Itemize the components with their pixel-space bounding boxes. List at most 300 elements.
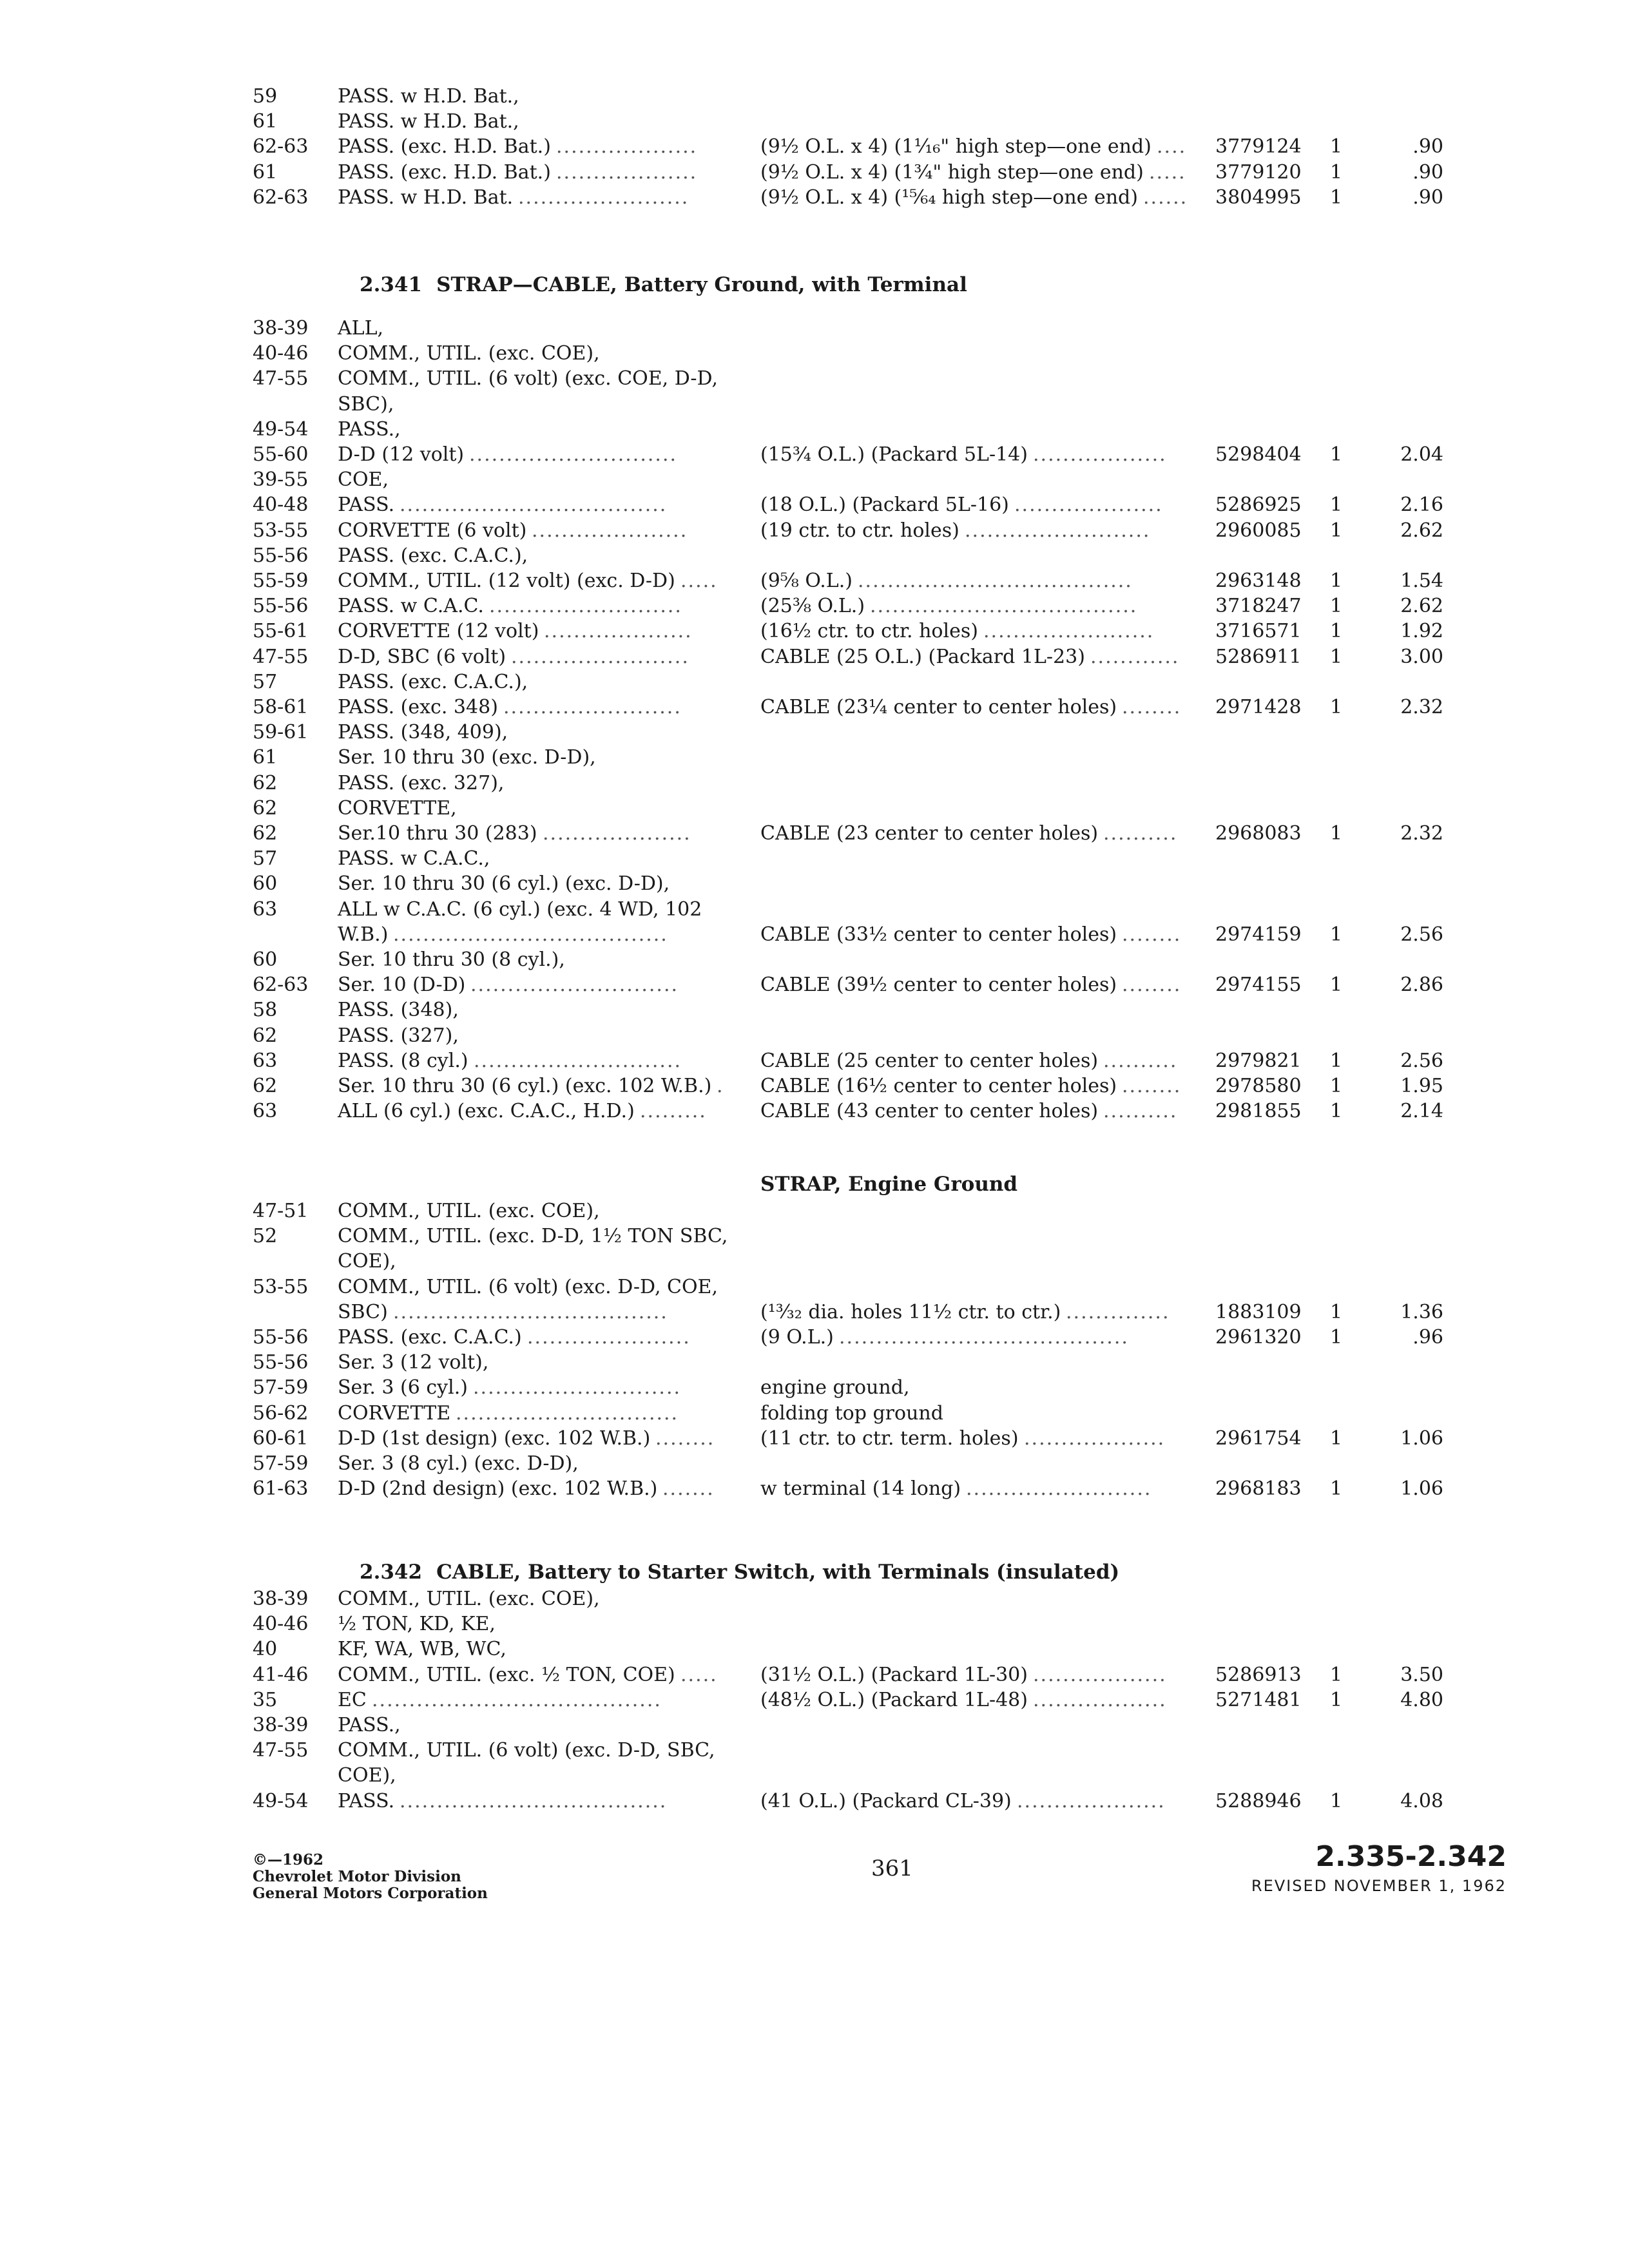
application: PASS. (exc. C.A.C.) xyxy=(338,1326,522,1349)
model-years: 41-46 xyxy=(253,1663,309,1686)
application: PASS. w C.A.C., xyxy=(338,847,490,870)
application: PASS. (348), xyxy=(338,999,459,1022)
section-title: STRAP—CABLE, Battery Ground, with Terminal xyxy=(436,273,967,296)
quantity: 1 xyxy=(1330,1427,1343,1450)
application: PASS., xyxy=(338,1714,401,1736)
price: .90 xyxy=(1412,186,1443,209)
model-years: 60 xyxy=(253,948,278,971)
leader-dots: .................................... xyxy=(400,494,668,517)
part-number: 3804995 xyxy=(1215,186,1302,209)
part-number: 2978580 xyxy=(1215,1075,1302,1097)
description: CABLE (39½ center to center holes) xyxy=(760,974,1117,997)
parts-row xyxy=(0,442,1629,468)
parts-row xyxy=(0,745,1629,771)
application: PASS., xyxy=(338,418,401,441)
part-number: 5298404 xyxy=(1215,443,1302,466)
application: PASS. (exc. H.D. Bat.) xyxy=(338,160,551,184)
part-number: 5286911 xyxy=(1215,645,1302,668)
parts-row xyxy=(0,1249,1629,1274)
parts-row xyxy=(0,1451,1629,1477)
quantity: 1 xyxy=(1330,135,1343,159)
leader-dots: ................... xyxy=(1024,1427,1166,1450)
leader-dots: ......... xyxy=(640,1100,707,1123)
price: 1.06 xyxy=(1400,1477,1443,1501)
leader-dots: .................. xyxy=(1033,443,1167,466)
leader-dots: ....................... xyxy=(518,186,689,209)
price: 2.56 xyxy=(1400,923,1443,946)
section-number: 2.341 xyxy=(360,273,423,296)
price: 2.86 xyxy=(1400,974,1443,997)
model-years: 53-55 xyxy=(253,519,309,542)
model-years: 58-61 xyxy=(253,696,309,718)
part-number: 2971428 xyxy=(1215,696,1302,718)
leader-dots: .......................... xyxy=(489,595,682,618)
model-years: 55-56 xyxy=(253,544,309,567)
model-years: 60-61 xyxy=(253,1427,309,1450)
leader-dots: ..................................... xyxy=(393,1300,668,1323)
part-number: 5286925 xyxy=(1215,494,1302,517)
model-years: 59-61 xyxy=(253,721,309,744)
part-number: 2981855 xyxy=(1215,1100,1302,1123)
section-heading-2-342 xyxy=(360,1559,1119,1585)
application: EC xyxy=(338,1688,367,1711)
leader-dots: ..................... xyxy=(532,519,688,542)
application: Ser. 3 (8 cyl.) (exc. D-D), xyxy=(338,1452,579,1475)
quantity: 1 xyxy=(1330,620,1343,643)
quantity: 1 xyxy=(1330,160,1343,184)
leader-dots: ............ xyxy=(1090,645,1180,668)
parts-row xyxy=(0,972,1629,998)
part-number: 1883109 xyxy=(1215,1300,1302,1323)
quantity: 1 xyxy=(1330,822,1343,845)
model-years: 62 xyxy=(253,796,278,820)
leader-dots: ..................................... xyxy=(858,570,1133,592)
quantity: 1 xyxy=(1330,494,1343,517)
leader-dots: ............................ xyxy=(470,974,679,997)
parts-row xyxy=(0,1073,1629,1099)
leader-dots: .................... xyxy=(1017,1789,1166,1812)
application: COMM., UTIL. (6 volt) (exc. D-D, SBC, xyxy=(338,1739,715,1762)
model-years: 63 xyxy=(253,1049,278,1072)
leader-dots: ................... xyxy=(556,160,698,184)
parts-row xyxy=(0,695,1629,720)
leader-dots: ............................ xyxy=(473,1376,682,1399)
model-years: 53-55 xyxy=(253,1275,309,1298)
model-years: 61 xyxy=(253,110,278,133)
application: COMM., UTIL. (exc. COE), xyxy=(338,342,600,365)
parts-row xyxy=(0,1048,1629,1074)
parts-row xyxy=(0,1325,1629,1350)
description: CABLE (23¼ center to center holes) xyxy=(760,696,1117,718)
application: PASS. xyxy=(338,1789,395,1812)
price: .96 xyxy=(1412,1326,1443,1349)
section-number: 2.342 xyxy=(360,1561,423,1584)
quantity: 1 xyxy=(1330,1049,1343,1072)
application: SBC), xyxy=(338,392,394,416)
description: (18 O.L.) (Packard 5L-16) xyxy=(760,494,1009,517)
price: 1.92 xyxy=(1400,620,1443,643)
application: Ser. 10 thru 30 (6 cyl.) (exc. D-D), xyxy=(338,872,670,896)
parts-row xyxy=(0,185,1629,211)
application: W.B.) xyxy=(338,923,389,946)
model-years: 47-55 xyxy=(253,1739,309,1762)
application: PASS. (exc. 327), xyxy=(338,771,505,794)
application: SBC) xyxy=(338,1300,388,1323)
application: PASS. (exc. H.D. Bat.) xyxy=(338,135,551,159)
price: 2.14 xyxy=(1400,1100,1443,1123)
leader-dots: . xyxy=(717,1075,724,1097)
application: COMM., UTIL. (12 volt) (exc. D-D) xyxy=(338,570,675,592)
model-years: 38-39 xyxy=(253,1714,309,1736)
model-years: 40 xyxy=(253,1638,278,1661)
leader-dots: .................................... xyxy=(870,595,1138,618)
part-number: 2960085 xyxy=(1215,519,1302,542)
parts-row xyxy=(0,619,1629,644)
part-number: 2968183 xyxy=(1215,1477,1302,1501)
quantity: 1 xyxy=(1330,1300,1343,1323)
price: 2.32 xyxy=(1400,696,1443,718)
part-number: 2979821 xyxy=(1215,1049,1302,1072)
parts-row xyxy=(0,1023,1629,1049)
model-years: 47-55 xyxy=(253,367,309,390)
parts-row xyxy=(0,593,1629,619)
application: D-D (12 volt) xyxy=(338,443,465,466)
quantity: 1 xyxy=(1330,696,1343,718)
leader-dots: ....................... xyxy=(983,620,1155,643)
quantity: 1 xyxy=(1330,645,1343,668)
description: CABLE (16½ center to center holes) xyxy=(760,1075,1117,1097)
section-title: CABLE, Battery to Starter Switch, with Terminals (insulated) xyxy=(436,1561,1120,1584)
application: PASS. xyxy=(338,494,395,517)
parts-row xyxy=(0,1375,1629,1401)
parts-row xyxy=(0,1476,1629,1502)
parts-row xyxy=(0,644,1629,670)
parts-row xyxy=(0,1224,1629,1249)
description: (48½ O.L.) (Packard 1L-48) xyxy=(760,1688,1028,1711)
price: 2.16 xyxy=(1400,494,1443,517)
model-years: 62 xyxy=(253,1075,278,1097)
price: 2.04 xyxy=(1400,443,1443,466)
application: PASS. (8 cyl.) xyxy=(338,1049,468,1072)
parts-row xyxy=(0,1763,1629,1789)
description: (9½ O.L. x 4) (1¾" high step—one end) xyxy=(760,160,1144,184)
parts-row xyxy=(0,1426,1629,1452)
application: D-D (2nd design) (exc. 102 W.B.) xyxy=(338,1477,658,1501)
application: COE, xyxy=(338,468,389,492)
publisher-division: Chevrolet Motor Division xyxy=(253,1868,461,1885)
leader-dots: ....................................... xyxy=(839,1326,1129,1349)
model-years: 58 xyxy=(253,999,278,1022)
part-number: 3779120 xyxy=(1215,160,1302,184)
description: (11 ctr. to ctr. term. holes) xyxy=(760,1427,1019,1450)
parts-row xyxy=(0,1637,1629,1662)
application: D-D (1st design) (exc. 102 W.B.) xyxy=(338,1427,651,1450)
price: 4.08 xyxy=(1400,1789,1443,1812)
part-number: 2974155 xyxy=(1215,974,1302,997)
model-years: 61 xyxy=(253,746,278,769)
model-years: 57 xyxy=(253,670,278,693)
parts-row xyxy=(0,518,1629,544)
model-years: 47-51 xyxy=(253,1200,309,1222)
price: 2.62 xyxy=(1400,519,1443,542)
price: .90 xyxy=(1412,135,1443,159)
part-number: 2961754 xyxy=(1215,1427,1302,1450)
model-years: 40-46 xyxy=(253,1613,309,1636)
application: PASS. (exc. 348) xyxy=(338,696,498,718)
quantity: 1 xyxy=(1330,1477,1343,1501)
description: (19 ctr. to ctr. holes) xyxy=(760,519,959,542)
parts-row xyxy=(0,1713,1629,1738)
parts-row xyxy=(0,492,1629,518)
application: COMM., UTIL. (exc. COE), xyxy=(338,1588,600,1610)
parts-row xyxy=(0,392,1629,418)
leader-dots: .......... xyxy=(1103,1049,1178,1072)
copyright: ©—1962 xyxy=(253,1851,324,1869)
parts-row xyxy=(0,366,1629,392)
application: COMM., UTIL. (exc. ½ TON, COE) xyxy=(338,1663,675,1686)
leader-dots: ........................ xyxy=(503,696,682,718)
description: CABLE (33½ center to center holes) xyxy=(760,923,1117,946)
parts-row xyxy=(0,134,1629,160)
parts-row xyxy=(0,543,1629,569)
model-years: 61-63 xyxy=(253,1477,309,1501)
parts-row xyxy=(0,160,1629,186)
quantity: 1 xyxy=(1330,1075,1343,1097)
leader-dots: .................... xyxy=(543,822,691,845)
application: Ser.10 thru 30 (283) xyxy=(338,822,537,845)
model-years: 49-54 xyxy=(253,418,309,441)
price: 2.62 xyxy=(1400,595,1443,618)
model-years: 62-63 xyxy=(253,974,309,997)
model-years: 40-48 xyxy=(253,494,309,517)
parts-row xyxy=(0,1662,1629,1688)
description: (41 O.L.) (Packard CL-39) xyxy=(760,1789,1012,1812)
parts-row xyxy=(0,897,1629,923)
part-number: 2974159 xyxy=(1215,923,1302,946)
part-number: 3716571 xyxy=(1215,620,1302,643)
description: (9⅝ O.L.) xyxy=(760,570,853,592)
model-years: 60 xyxy=(253,872,278,896)
parts-row xyxy=(0,1687,1629,1713)
model-years: 55-56 xyxy=(253,1326,309,1349)
description: (9½ O.L. x 4) (1¹⁄₁₆" high step—one end) xyxy=(760,135,1152,159)
model-years: 55-56 xyxy=(253,595,309,618)
application: COE), xyxy=(338,1764,396,1787)
application: Ser. 10 thru 30 (exc. D-D), xyxy=(338,746,596,769)
application: PASS. w H.D. Bat., xyxy=(338,110,519,133)
leader-dots: ............................ xyxy=(474,1049,682,1072)
model-years: 40-46 xyxy=(253,342,309,365)
application: ALL (6 cyl.) (exc. C.A.C., H.D.) xyxy=(338,1100,635,1123)
application: PASS. w H.D. Bat., xyxy=(338,85,519,108)
description: (9½ O.L. x 4) (¹⁵⁄₆₄ high step—one end) xyxy=(760,186,1138,209)
application: PASS. (exc. C.A.C.), xyxy=(338,670,528,693)
part-number: 5271481 xyxy=(1215,1688,1302,1711)
part-number: 3779124 xyxy=(1215,135,1302,159)
application: KF, WA, WB, WC, xyxy=(338,1638,506,1661)
description: CABLE (25 center to center holes) xyxy=(760,1049,1099,1072)
parts-row xyxy=(0,846,1629,872)
parts-row xyxy=(0,417,1629,443)
revision-date: REVISED NOVEMBER 1, 1962 xyxy=(1251,1877,1507,1895)
parts-row xyxy=(0,568,1629,594)
parts-row xyxy=(0,771,1629,796)
leader-dots: ........ xyxy=(1122,1075,1182,1097)
parts-row xyxy=(0,1611,1629,1637)
parts-row xyxy=(0,871,1629,897)
model-years: 62-63 xyxy=(253,135,309,159)
part-number: 2961320 xyxy=(1215,1326,1302,1349)
leader-dots: .............. xyxy=(1066,1300,1170,1323)
application: COMM., UTIL. (6 volt) (exc. COE, D-D, xyxy=(338,367,718,390)
quantity: 1 xyxy=(1330,186,1343,209)
part-number: 5286913 xyxy=(1215,1663,1302,1686)
page-number: 361 xyxy=(871,1856,913,1881)
parts-row xyxy=(0,341,1629,367)
price: 4.80 xyxy=(1400,1688,1443,1711)
leader-dots: .............................. xyxy=(456,1401,679,1425)
leader-dots: .......... xyxy=(1103,1100,1178,1123)
price: 1.54 xyxy=(1400,570,1443,592)
description: CABLE (43 center to center holes) xyxy=(760,1100,1099,1123)
model-years: 57-59 xyxy=(253,1376,309,1399)
price: 3.00 xyxy=(1400,645,1443,668)
model-years: 55-59 xyxy=(253,570,309,592)
parts-row xyxy=(0,1274,1629,1300)
application: PASS. (348, 409), xyxy=(338,721,508,744)
leader-dots: .................................... xyxy=(400,1789,668,1812)
part-number: 2968083 xyxy=(1215,822,1302,845)
part-number: 3718247 xyxy=(1215,595,1302,618)
application: ½ TON, KD, KE, xyxy=(338,1613,496,1636)
price: 1.06 xyxy=(1400,1427,1443,1450)
model-years: 62 xyxy=(253,1024,278,1047)
parts-row xyxy=(0,109,1629,135)
leader-dots: .................. xyxy=(1033,1663,1167,1686)
application: ALL, xyxy=(338,317,384,340)
leader-dots: ...................... xyxy=(527,1326,691,1349)
application: PASS. w H.D. Bat. xyxy=(338,186,514,209)
leader-dots: ......................... xyxy=(965,519,1151,542)
leader-dots: ................... xyxy=(556,135,698,159)
price: 1.95 xyxy=(1400,1075,1443,1097)
leader-dots: .... xyxy=(1157,135,1187,159)
parts-row xyxy=(0,1586,1629,1612)
application: Ser. 10 thru 30 (6 cyl.) (exc. 102 W.B.) xyxy=(338,1075,712,1097)
price: 1.36 xyxy=(1400,1300,1443,1323)
leader-dots: ...... xyxy=(1143,186,1188,209)
price: 3.50 xyxy=(1400,1663,1443,1686)
price: 2.56 xyxy=(1400,1049,1443,1072)
leader-dots: ..... xyxy=(1149,160,1186,184)
quantity: 1 xyxy=(1330,595,1343,618)
subsection-heading-engine-ground xyxy=(760,1171,1017,1197)
parts-row xyxy=(0,84,1629,110)
description: (25⅜ O.L.) xyxy=(760,595,865,618)
leader-dots: ..................................... xyxy=(393,923,668,946)
model-years: 62-63 xyxy=(253,186,309,209)
description: (16½ ctr. to ctr. holes) xyxy=(760,620,978,643)
publisher-corporation: General Motors Corporation xyxy=(253,1885,488,1902)
model-years: 62 xyxy=(253,822,278,845)
model-years: 38-39 xyxy=(253,317,309,340)
parts-row xyxy=(0,1198,1629,1224)
model-years: 63 xyxy=(253,1100,278,1123)
application: COMM., UTIL. (6 volt) (exc. D-D, COE, xyxy=(338,1275,718,1298)
model-years: 56-62 xyxy=(253,1401,309,1425)
parts-row xyxy=(0,1401,1629,1427)
leader-dots: ..... xyxy=(680,1663,718,1686)
section-heading-2-341 xyxy=(360,272,967,298)
application: Ser. 10 (D-D) xyxy=(338,974,466,997)
model-years: 57-59 xyxy=(253,1452,309,1475)
application: CORVETTE (6 volt) xyxy=(338,519,527,542)
application: CORVETTE, xyxy=(338,796,457,820)
application: PASS. w C.A.C. xyxy=(338,595,484,618)
leader-dots: ........ xyxy=(1122,974,1182,997)
application: Ser. 3 (12 volt), xyxy=(338,1351,489,1374)
model-years: 52 xyxy=(253,1225,278,1248)
model-years: 47-55 xyxy=(253,645,309,668)
section-title: STRAP, Engine Ground xyxy=(760,1173,1018,1196)
quantity: 1 xyxy=(1330,1688,1343,1711)
quantity: 1 xyxy=(1330,1789,1343,1812)
model-years: 57 xyxy=(253,847,278,870)
quantity: 1 xyxy=(1330,974,1343,997)
model-years: 55-61 xyxy=(253,620,309,643)
leader-dots: ......................... xyxy=(966,1477,1152,1501)
description: CABLE (25 O.L.) (Packard 1L-23) xyxy=(760,645,1085,668)
quantity: 1 xyxy=(1330,1100,1343,1123)
part-number: 2963148 xyxy=(1215,570,1302,592)
application: CORVETTE (12 volt) xyxy=(338,620,539,643)
leader-dots: ........ xyxy=(1122,923,1182,946)
leader-dots: .......... xyxy=(1103,822,1178,845)
parts-row xyxy=(0,669,1629,695)
application: CORVETTE xyxy=(338,1401,451,1425)
part-number: 5288946 xyxy=(1215,1789,1302,1812)
section-range: 2.335-2.342 xyxy=(1315,1840,1507,1873)
leader-dots: .................... xyxy=(544,620,693,643)
quantity: 1 xyxy=(1330,570,1343,592)
leader-dots: ........ xyxy=(1122,696,1182,718)
leader-dots: ........................ xyxy=(511,645,689,668)
quantity: 1 xyxy=(1330,923,1343,946)
model-years: 55-60 xyxy=(253,443,309,466)
quantity: 1 xyxy=(1330,443,1343,466)
parts-row xyxy=(0,796,1629,822)
application: D-D, SBC (6 volt) xyxy=(338,645,506,668)
application: PASS. (327), xyxy=(338,1024,459,1047)
parts-row xyxy=(0,467,1629,493)
leader-dots: ....................................... xyxy=(372,1688,662,1711)
leader-dots: .................. xyxy=(1033,1688,1167,1711)
model-years: 35 xyxy=(253,1688,278,1711)
parts-row xyxy=(0,947,1629,973)
model-years: 61 xyxy=(253,160,278,184)
price: .90 xyxy=(1412,160,1443,184)
leader-dots: .................... xyxy=(1014,494,1163,517)
description: (9 O.L.) xyxy=(760,1326,834,1349)
application: COMM., UTIL. (exc. D-D, 1½ TON SBC, xyxy=(338,1225,728,1248)
quantity: 1 xyxy=(1330,1326,1343,1349)
application: COE), xyxy=(338,1250,396,1273)
application: Ser. 3 (6 cyl.) xyxy=(338,1376,468,1399)
price: 2.32 xyxy=(1400,822,1443,845)
model-years: 59 xyxy=(253,85,278,108)
description: engine ground, xyxy=(760,1376,910,1399)
parts-row xyxy=(0,821,1629,847)
